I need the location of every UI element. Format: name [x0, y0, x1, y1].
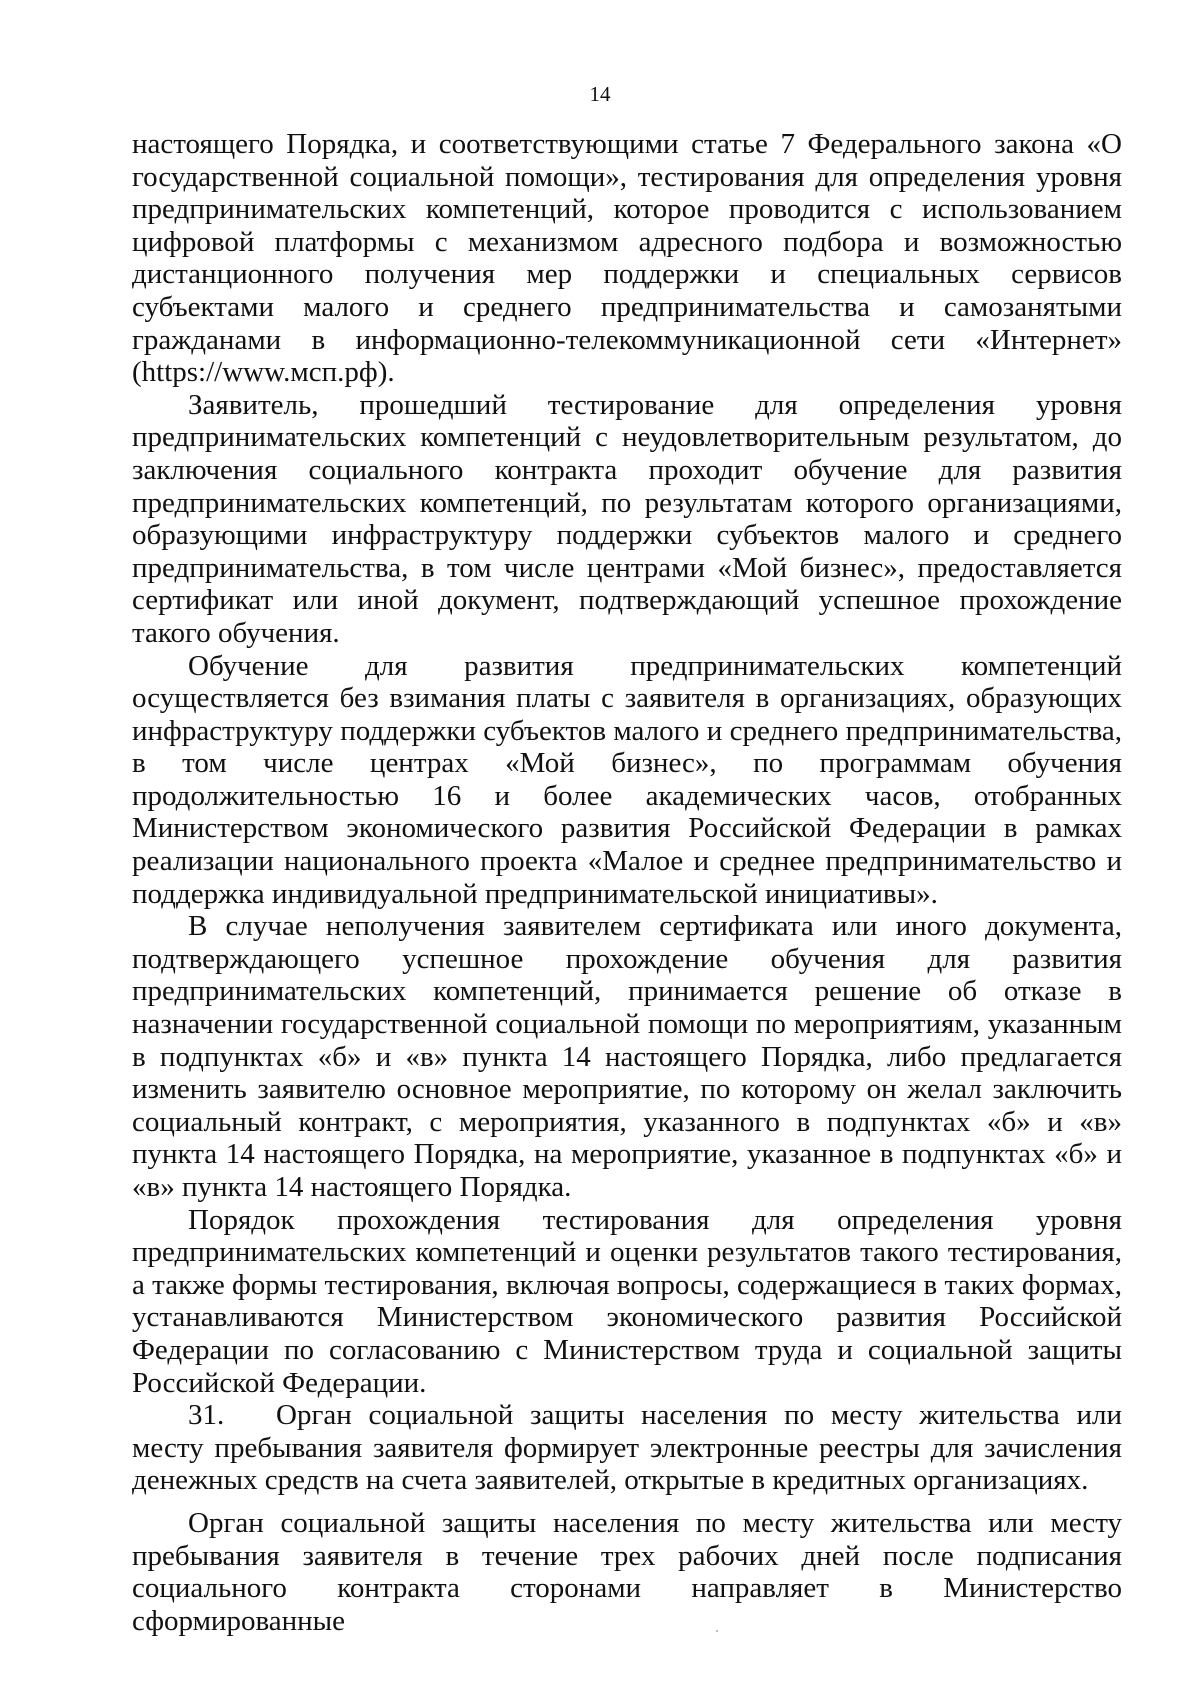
- paragraph-item-31: [132, 1399, 1122, 1497]
- paragraph-continuation: настоящего Порядка, и соответствующими статье 7 Федерального закона «О государственной социальной помощи», тестирования для определения уровня предпринимательских компетенций, которое проводится с использованием цифровой платформы с механизмом адресного подбора и возможностью дистанционного получения мер поддержки и специальных сервисов субъектами малого и среднего предпринимательства и самозанятыми гражданами в информационно-телекоммуникационной сети «Интернет» (https://www.мсп.рф).: [132, 128, 1122, 389]
- scan-speck: [716, 1630, 718, 1632]
- item-31-text: Орган социальной защиты населения по месту жительства или месту пребывания заявителя формирует электронные реестры для зачисления денежных средств на счета заявителей, открытые в кредитных организациях.: [132, 1399, 1122, 1497]
- paragraph-no-certificate: В случае неполучения заявителем сертификата или иного документа, подтверждающего успешное прохождение обучения для развития предпринимательских компетенций, принимается решение об отказе в назначении государственной социальной помощи по мероприятиям, указанным в подпунктах «б» и «в» пункта 14 настоящего Порядка, либо предлагается изменить заявителю основное мероприятие, по которому он желал заключить социальный контракт, с мероприятия, указанного в подпунктах «б» и «в» пункта 14 настоящего Порядка, на мероприятие, указанное в подпунктах «б» и «в» пункта 14 настоящего Порядка.: [132, 910, 1122, 1203]
- paragraph-registry-submission: Орган социальной защиты населения по месту жительства или месту пребывания заявителя в течение трех рабочих дней после подписания социального контракта сторонами направляет в Министерство сформированные: [132, 1506, 1122, 1637]
- document-body: [132, 128, 1122, 1637]
- page-number: 14: [589, 82, 611, 106]
- paragraph-testing-procedure: Порядок прохождения тестирования для определения уровня предпринимательских компетенций и оценки результатов такого тестирования, а также формы тестирования, включая вопросы, содержащиеся в таких формах, устанавливаются Министерством экономического развития Российской Федерации по согласованию с Министерством труда и социальной защиты Российской Федерации.: [132, 1203, 1122, 1399]
- item-number: 31.: [188, 1399, 225, 1432]
- paragraph-applicant-testing: Заявитель, прошедший тестирование для определения уровня предпринимательских компетенций с неудовлетворительным результатом, до заключения социального контракта проходит обучение для развития предпринимательских компетенций, по результатам которого организациями, образующими инфраструктуру поддержки субъектов малого и среднего предпринимательства, в том числе центрами «Мой бизнес», предоставляется сертификат или иной документ, подтверждающий успешное прохождение такого обучения.: [132, 388, 1122, 649]
- paragraph-training: Обучение для развития предпринимательских компетенций осуществляется без взимания платы с заявителя в организациях, образующих инфраструктуру поддержки субъектов малого и среднего предпринимательства, в том числе центрах «Мой бизнес», по программам обучения продолжительностью 16 и более академических часов, отобранных Министерством экономического развития Российской Федерации в рамках реализации национального проекта «Малое и среднее предпринимательство и поддержка индивидуальной предпринимательской инициативы».: [132, 649, 1122, 910]
